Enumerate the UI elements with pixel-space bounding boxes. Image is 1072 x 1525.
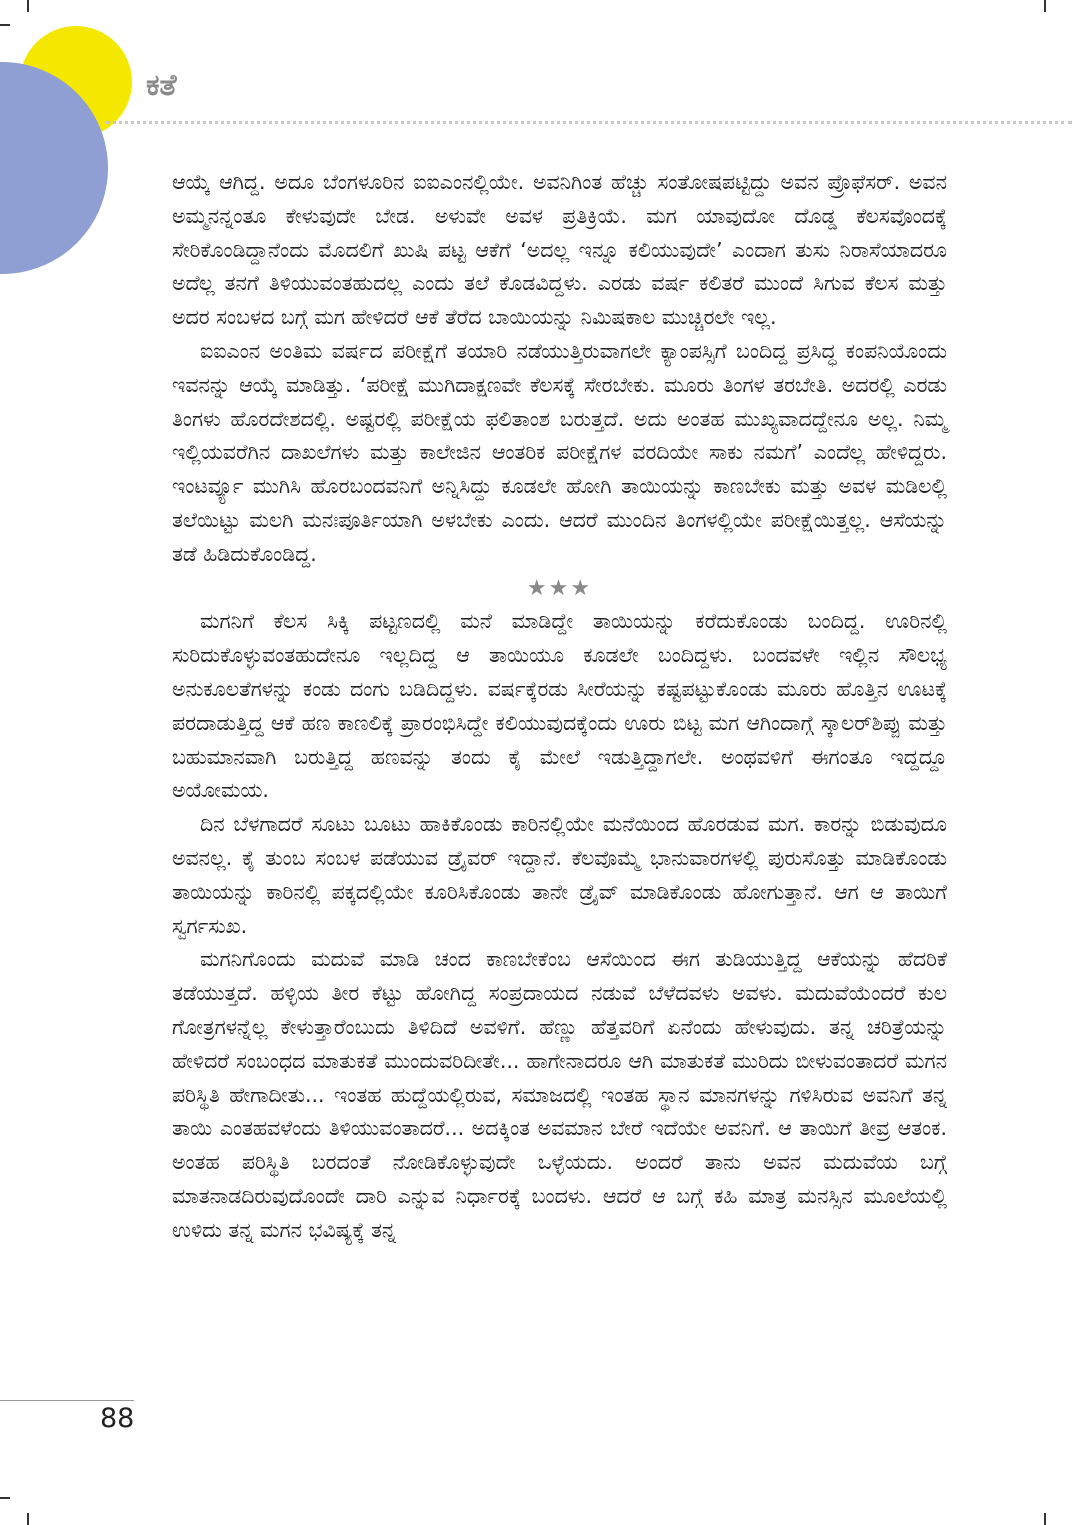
crop-mark-bottom-right [1044,1513,1046,1525]
paragraph: ದಿನ ಬೆಳಗಾದರೆ ಸೂಟು ಬೂಟು ಹಾಕಿಕೊಂಡು ಕಾರಿನಲ್ಲಿಯೇ ಮನೆಯಿಂದ ಹೊರಡುವ ಮಗ. ಕಾರನ್ನು ಬಿಡುವುದೂ ಅವನಲ್ಲ. ಕೈ ತುಂಬ ಸಂಬಳ ಪಡೆಯುವ ಡ್ರೈವರ್ ಇದ್ದಾನೆ. ಕೆಲವೊಮ್ಮೆ ಭಾನುವಾರಗಳಲ್ಲಿ ಪುರುಸೊತ್ತು ಮಾಡಿಕೊಂಡು ತಾಯಿಯನ್ನು ಕಾರಿನಲ್ಲಿ ಪಕ್ಕದಲ್ಲಿಯೇ ಕೂರಿಸಿಕೊಂಡು ತಾನೇ ಡ್ರೈವ್ ಮಾಡಿಕೊಂಡು ಹೋಗುತ್ತಾನೆ. ಆಗ ಆ ತಾಯಿಗೆ ಸ್ವರ್ಗಸುಖ. [172,812,947,938]
paragraph: ಮಗನಿಗೆ ಕೆಲಸ ಸಿಕ್ಕಿ ಪಟ್ಟಣದಲ್ಲಿ ಮನೆ ಮಾಡಿದ್ದೇ ತಾಯಿಯನ್ನು ಕರೆದುಕೊಂಡು ಬಂದಿದ್ದ. ಊರಿನಲ್ಲಿ ಸುರಿದುಕೊಳ್ಳುವಂತಹುದೇನೂ ಇಲ್ಲದಿದ್ದ ಆ ತಾಯಿಯೂ ಕೂಡಲೇ ಬಂದಿದ್ದಳು. ಬಂದವಳೇ ಇಲ್ಲಿನ ಸೌಲಭ್ಯ ಅನುಕೂಲತೆಗಳನ್ನು ಕಂಡು ದಂಗು ಬಡಿದಿದ್ದಳು. ವರ್ಷಕ್ಕೆರಡು ಸೀರೆಯನ್ನು ಕಷ್ಟಪಟ್ಟುಕೊಂಡು ಮೂರು ಹೊತ್ತಿನ ಊಟಕ್ಕೆ ಪರದಾಡುತ್ತಿದ್ದ ಆಕೆ ಹಣ ಕಾಣಲಿಕ್ಕೆ ಪ್ರಾರಂಭಿಸಿದ್ದೇ ಕಲಿಯುವುದಕ್ಕೆಂದು ಊರು ಬಿಟ್ಟ ಮಗ ಆಗಿಂದಾಗ್ಗೆ ಸ್ಕಾಲರ್‌ಶಿಪ್ಪು ಮತ್ತು ಬಹುಮಾನವಾಗಿ ಬರುತ್ತಿದ್ದ ಹಣವನ್ನು ತಂದು ಕೈ ಮೇಲೆ ಇಡುತ್ತಿದ್ದಾಗಲೇ. ಅಂಥವಳಿಗೆ ಈಗಂತೂ ಇದ್ದದ್ದೂ ಅಯೋಮಯ. [172,609,947,803]
section-label: ಕತೆ [146,68,177,103]
crop-mark-top-left [27,0,29,12]
crop-mark-bottom-left [27,1513,29,1525]
dotted-divider [106,121,1072,124]
page-number: 88 [100,1403,135,1434]
crop-mark-left-lower [0,1497,10,1499]
page-number-rule [0,1400,134,1401]
paragraph: ಮಗನಿಗೊಂದು ಮದುವೆ ಮಾಡಿ ಚಂದ ಕಾಣಬೇಕೆಂಬ ಆಸೆಯಿಂದ ಈಗ ತುಡಿಯುತ್ತಿದ್ದ ಆಕೆಯನ್ನು ಹೆದರಿಕೆ ತಡೆಯುತ್ತದೆ. ಹಳ್ಳಿಯ ತೀರ ಕೆಟ್ಟು ಹೋಗಿದ್ದ ಸಂಪ್ರದಾಯದ ನಡುವೆ ಬೆಳೆದವಳು ಅವಳು. ಮದುವೆಯೆಂದರೆ ಕುಲ ಗೋತ್ರಗಳನ್ನೆಲ್ಲ ಕೇಳುತ್ತಾರೆಂಬುದು ತಿಳಿದಿದೆ ಅವಳಿಗೆ. ಹೆಣ್ಣು ಹೆತ್ತವರಿಗೆ ಏನೆಂದು ಹೇಳುವುದು. ತನ್ನ ಚರಿತ್ರೆಯನ್ನು ಹೇಳಿದರೆ ಸಂಬಂಧದ ಮಾತುಕತೆ ಮುಂದುವರಿದೀತೇ... ಹಾಗೇನಾದರೂ ಆಗಿ ಮಾತುಕತೆ ಮುರಿದು ಬೀಳುವಂತಾದರೆ ಮಗನ ಪರಿಸ್ಥಿತಿ ಹೇಗಾದೀತು... ಇಂತಹ ಹುದ್ದೆಯಲ್ಲಿರುವ, ಸಮಾಜದಲ್ಲಿ ಇಂತಹ ಸ್ಥಾನ ಮಾನಗಳನ್ನು ಗಳಿಸಿರುವ ಅವನಿಗೆ ತನ್ನ ತಾಯಿ ಎಂತಹವಳೆಂದು ತಿಳಿಯುವಂತಾದರೆ... ಅದಕ್ಕಿಂತ ಅವಮಾನ ಬೇರೆ ಇದೆಯೇ ಅವನಿಗೆ. ಆ ತಾಯಿಗೆ ತೀವ್ರ ಆತಂಕ. ಅಂತಹ ಪರಿಸ್ಥಿತಿ ಬರದಂತೆ ನೋಡಿಕೊಳ್ಳುವುದೇ ಒಳ್ಳೆಯದು. ಅಂದರೆ ತಾನು ಅವನ ಮದುವೆಯ ಬಗ್ಗೆ ಮಾತನಾಡದಿರುವುದೊಂದೇ ದಾರಿ ಎನ್ನುವ ನಿರ್ಧಾರಕ್ಕೆ ಬಂದಳು. ಆದರೆ ಆ ಬಗ್ಗೆ ಕಹಿ ಮಾತ್ರ ಮನಸ್ಸಿನ ಮೂಲೆಯಲ್ಲಿ ಉಳಿದು ತನ್ನ ಮಗನ ಭವಿಷ್ಯಕ್ಕೆ ತನ್ನ [172,947,947,1242]
story-body [172,166,947,1248]
paragraph: ಐಐಎಂನ ಅಂತಿಮ ವರ್ಷದ ಪರೀಕ್ಷೆಗೆ ತಯಾರಿ ನಡೆಯುತ್ತಿರುವಾಗಲೇ ಕ್ಯಾಂಪಸ್ಸಿಗೆ ಬಂದಿದ್ದ ಪ್ರಸಿದ್ಧ ಕಂಪನಿಯೊಂದು ಇವನನ್ನು ಆಯ್ಕೆ ಮಾಡಿತ್ತು. ‘ಪರೀಕ್ಷೆ ಮುಗಿದಾಕ್ಷಣವೇ ಕೆಲಸಕ್ಕೆ ಸೇರಬೇಕು. ಮೂರು ತಿಂಗಳ ತರಬೇತಿ. ಅದರಲ್ಲಿ ಎರಡು ತಿಂಗಳು ಹೊರದೇಶದಲ್ಲಿ. ಅಷ್ಟರಲ್ಲಿ ಪರೀಕ್ಷೆಯ ಫಲಿತಾಂಶ ಬರುತ್ತದೆ. ಅದು ಅಂತಹ ಮುಖ್ಯವಾದದ್ದೇನೂ ಅಲ್ಲ. ನಿಮ್ಮ ಇಲ್ಲಿಯವರೆಗಿನ ದಾಖಲೆಗಳು ಮತ್ತು ಕಾಲೇಜಿನ ಆಂತರಿಕ ಪರೀಕ್ಷೆಗಳ ವರದಿಯೇ ಸಾಕು ನಮಗೆ’ ಎಂದೆಲ್ಲ ಹೇಳಿದ್ದರು. ಇಂಟರ್ವ್ಯೂ ಮುಗಿಸಿ ಹೊರಬಂದವನಿಗೆ ಅನ್ನಿಸಿದ್ದು ಕೂಡಲೇ ಹೋಗಿ ತಾಯಿಯನ್ನು ಕಾಣಬೇಕು ಮತ್ತು ಅವಳ ಮಡಿಲಲ್ಲಿ ತಲೆಯಿಟ್ಟು ಮಲಗಿ ಮನಃಪೂರ್ತಿಯಾಗಿ ಅಳಬೇಕು ಎಂದು. ಆದರೆ ಮುಂದಿನ ತಿಂಗಳಲ್ಲಿಯೇ ಪರೀಕ್ಷೆಯಿತ್ತಲ್ಲ. ಆಸೆಯನ್ನು ತಡೆ ಹಿಡಿದುಕೊಂಡಿದ್ದ. [172,338,947,566]
paragraph: ಆಯ್ಕೆ ಆಗಿದ್ದ. ಅದೂ ಬೆಂಗಳೂರಿನ ಐಐಎಂನಲ್ಲಿಯೇ. ಅವನಿಗಿಂತ ಹೆಚ್ಚು ಸಂತೋಷಪಟ್ಟಿದ್ದು ಅವನ ಪ್ರೊಫೆಸರ್. ಅವನ ಅಮ್ಮನನ್ನಂತೂ ಕೇಳುವುದೇ ಬೇಡ. ಅಳುವೇ ಅವಳ ಪ್ರತಿಕ್ರಿಯೆ. ಮಗ ಯಾವುದೋ ದೊಡ್ಡ ಕೆಲಸವೊಂದಕ್ಕೆ ಸೇರಿಕೊಂಡಿದ್ದಾನೆಂದು ಮೊದಲಿಗೆ ಖುಷಿ ಪಟ್ಟ ಆಕೆಗೆ ‘ಅದಲ್ಲ ಇನ್ನೂ ಕಲಿಯುವುದೇ’ ಎಂದಾಗ ತುಸು ನಿರಾಸೆಯಾದರೂ ಅದೆಲ್ಲ ತನಗೆ ತಿಳಿಯುವಂತಹುದಲ್ಲ ಎಂದು ತಲೆ ಕೊಡವಿದ್ದಳು. ಎರಡು ವರ್ಷ ಕಲಿತರೆ ಮುಂದೆ ಸಿಗುವ ಕೆಲಸ ಮತ್ತು ಅದರ ಸಂಬಳದ ಬಗ್ಗೆ ಮಗ ಹೇಳಿದರೆ ಆಕೆ ತೆರೆದ ಬಾಯಿಯನ್ನು ನಿಮಿಷಕಾಲ ಮುಚ್ಚಿರಲೇ ಇಲ್ಲ. [172,170,947,330]
section-separator: ★★★ [526,575,593,601]
crop-mark-top-right [1044,0,1046,12]
crop-mark-left-upper [0,24,10,26]
